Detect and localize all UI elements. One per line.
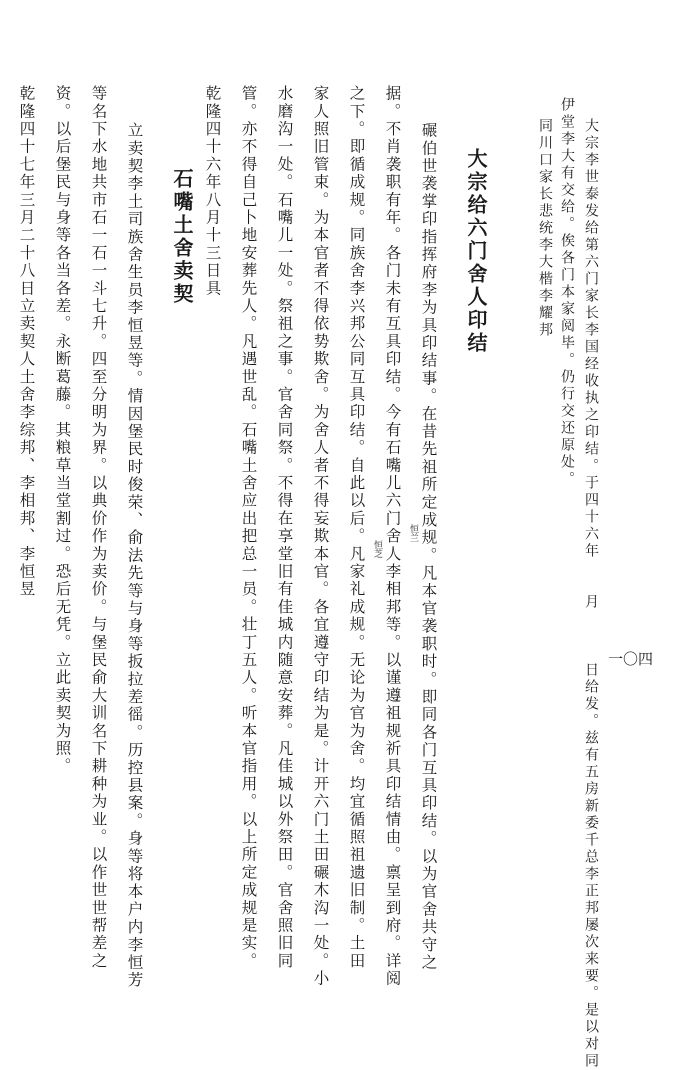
- section2-line-1: 立卖契李土司族舍生员李恒昱等。情因堡民时俊荣、俞法先等与身等扳拉差徭。历控县案。身等将本户内李恒芳: [125, 122, 144, 990]
- section1-title: 大宗给六门舍人印结: [464, 148, 488, 355]
- section1-date: 乾隆四十六年八月十三日具: [203, 85, 222, 298]
- section2-line-2: 等名下水地共市石一石一斗七升。四至分明为界。以典价作为卖价。与堡民俞大训名下耕种为业。以作世世帮差之: [89, 85, 108, 970]
- section1-line-2: 据。不肖袭职有年。各门未有互具印结。今有石嘴儿六门舍人李相邦等。以谨遵祖规祈具印结情由。禀呈到府。详阅: [383, 85, 402, 988]
- header-note-line-3: 同川口家长悲统李大楷李耀邦: [537, 118, 553, 339]
- annotation-heng-zhi: 恒芝: [372, 540, 382, 558]
- header-note-line-2: 伊堂李大有交给。俟各门本家阅毕。仍行交还原处。: [559, 97, 575, 488]
- section1-line-5: 水磨沟一处。石嘴儿一处。祭祖之事。官舍同祭。不得在享堂旧有佳城内随意安葬。凡佳城以外祭田。官舍照旧同: [275, 85, 294, 970]
- page-number: 一〇四: [608, 650, 654, 668]
- section1-line-6: 管。亦不得自己卜地安葬先人。凡遇世乱。石嘴土舍应出把总一员。壮丁五人。听本官指用。以上所定成规是实。: [239, 85, 258, 970]
- section1-line-1: 碾伯世袭掌印指挥府李为具印结事。在昔先祖所定成规。凡本官袭职时。即同各门互具印结。以为官舍共守之: [419, 122, 438, 972]
- section2-line-3: 资。以后堡民与身等各当各差。永断葛藤。其粮草当堂割过。恐后无凭。立此卖契为照。: [53, 85, 72, 776]
- section1-line-3: 之下。即循成规。同族舍李兴邦公同互具印结。自此以后。凡家礼成规。无论为官为舍。均宜循照祖遗旧制。土田: [347, 85, 366, 970]
- annotation-heng-lan: 恒兰: [408, 524, 418, 542]
- section1-line-4: 家人照旧管束。为本官者不得依势欺舍。为舍人者不得妄欺本官。各宜遵守印结为是。计开六门土田碾木沟一处。小: [311, 85, 330, 988]
- section2-title: 石嘴土舍卖契: [170, 168, 194, 306]
- section2-date: 乾隆四十七年三月二十八日立卖契人土舍李综邦、李相邦、李恒昱: [17, 85, 36, 599]
- header-note-line-1: 大宗李世泰发给第六门家长李国经收执之印结。于四十六年 月 日给发。兹有五房新委千总李正邦屡次来要。是以对同: [583, 118, 599, 1070]
